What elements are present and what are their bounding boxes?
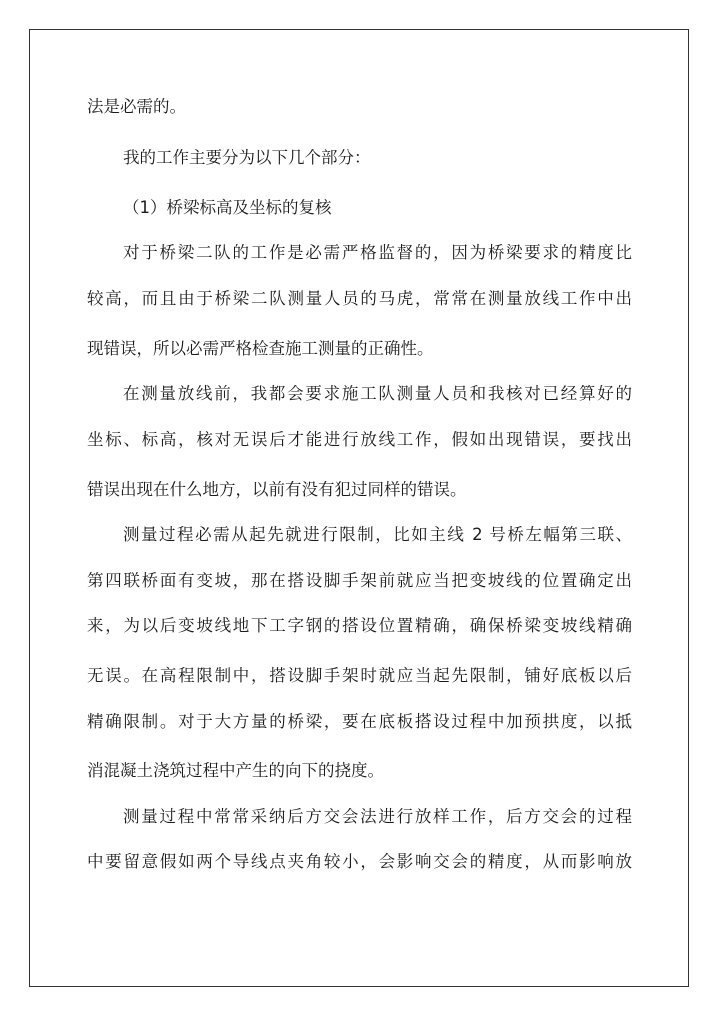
text-line: 对于桥梁二队的工作是必需严格监督的，因为桥梁要求的精度比 — [123, 243, 632, 262]
text-line: 坐标、标高，核对无误后才能进行放线工作，假如出现错误，要找出 — [87, 430, 632, 449]
text-line: 消混凝土浇筑过程中产生的向下的挠度。 — [87, 761, 384, 780]
section-heading: （1）桥梁标高及坐标的复核 — [123, 198, 332, 217]
text-line: 精确限制。对于大方量的桥梁，要在底板搭设过程中加预拱度，以抵 — [87, 712, 632, 731]
text-line: 法是必需的。 — [87, 97, 186, 116]
text-line: 测量过程必需从起先就进行限制，比如主线 2 号桥左幅第三联、 — [123, 525, 632, 544]
text-line: 第四联桥面有变坡，那在搭设脚手架前就应当把变坡线的位置确定出 — [87, 571, 632, 590]
text-line: 测量过程中常常采纳后方交会法进行放样工作，后方交会的过程 — [123, 807, 632, 826]
page-border — [29, 29, 689, 987]
text-line: 错误出现在什么地方，以前有没有犯过同样的错误。 — [87, 480, 467, 499]
text-line: 现错误，所以必需严格检查施工测量的正确性。 — [87, 339, 434, 358]
text-line: 在测量放线前，我都会要求施工队测量人员和我核对已经算好的 — [123, 384, 632, 403]
text-line: 我的工作主要分为以下几个部分： — [123, 148, 371, 167]
text-line: 来，为以后变坡线地下工字钢的搭设位置精确，确保桥梁变坡线精确 — [87, 616, 632, 635]
text-line: 无误。在高程限制中，搭设脚手架时就应当起先限制，铺好底板以后 — [87, 666, 632, 685]
text-line: 较高，而且由于桥梁二队测量人员的马虎，常常在测量放线工作中出 — [87, 289, 632, 308]
text-line: 中要留意假如两个导线点夹角较小，会影响交会的精度，从而影响放 — [87, 852, 632, 871]
